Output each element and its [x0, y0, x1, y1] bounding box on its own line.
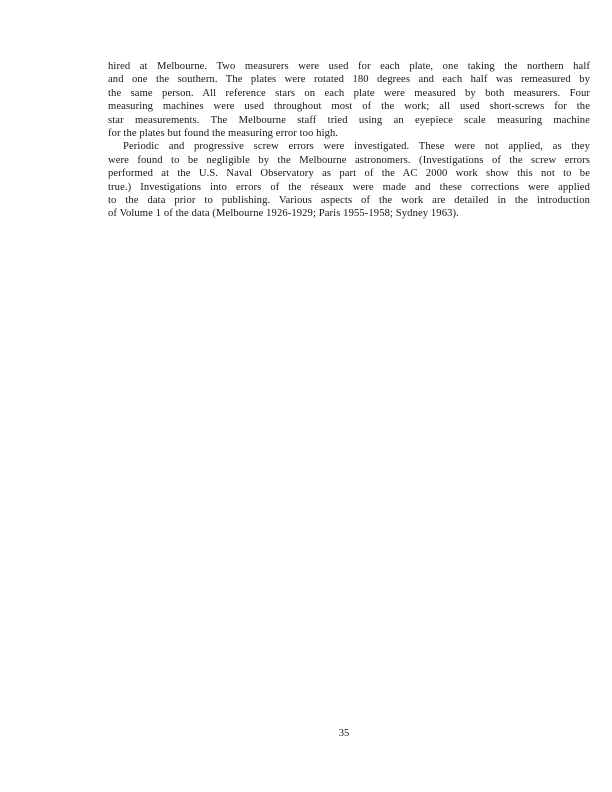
text-line: true.) Investigations into errors of the réseaux were made and these corrections were applied — [108, 181, 590, 193]
text-line: performed at the U.S. Naval Observatory as part of the AC 2000 work show this not to be — [108, 168, 590, 180]
text-line: for the plates but found the measuring error too high. — [108, 127, 339, 139]
text-line: were found to be negligible by the Melbourne astronomers. (Investigations of the screw errors — [108, 154, 590, 166]
text-line: hired at Melbourne. Two measurers were used for each plate, one taking the northern half — [108, 61, 590, 72]
body-text — [108, 60, 590, 221]
text-line: Periodic and progressive screw errors were investigated. These were not applied, as they — [123, 141, 590, 153]
text-line: star measurements. The Melbourne staff tried using an eyepiece scale measuring machine — [108, 114, 590, 126]
text-line: and one the southern. The plates were rotated 180 degrees and each half was remeasured by — [108, 74, 590, 86]
text-line: measuring machines were used throughout most of the work; all used short-screws for the — [108, 101, 590, 113]
text-line: to the data prior to publishing. Various aspects of the work are detailed in the introduction — [108, 194, 590, 206]
text-line: of Volume 1 of the data (Melbourne 1926-1929; Paris 1955-1958; Sydney 1963). — [108, 208, 459, 220]
page-number: 35 — [338, 728, 350, 739]
text-line: the same person. All reference stars on each plate were measured by both measurers. Four — [108, 87, 590, 99]
